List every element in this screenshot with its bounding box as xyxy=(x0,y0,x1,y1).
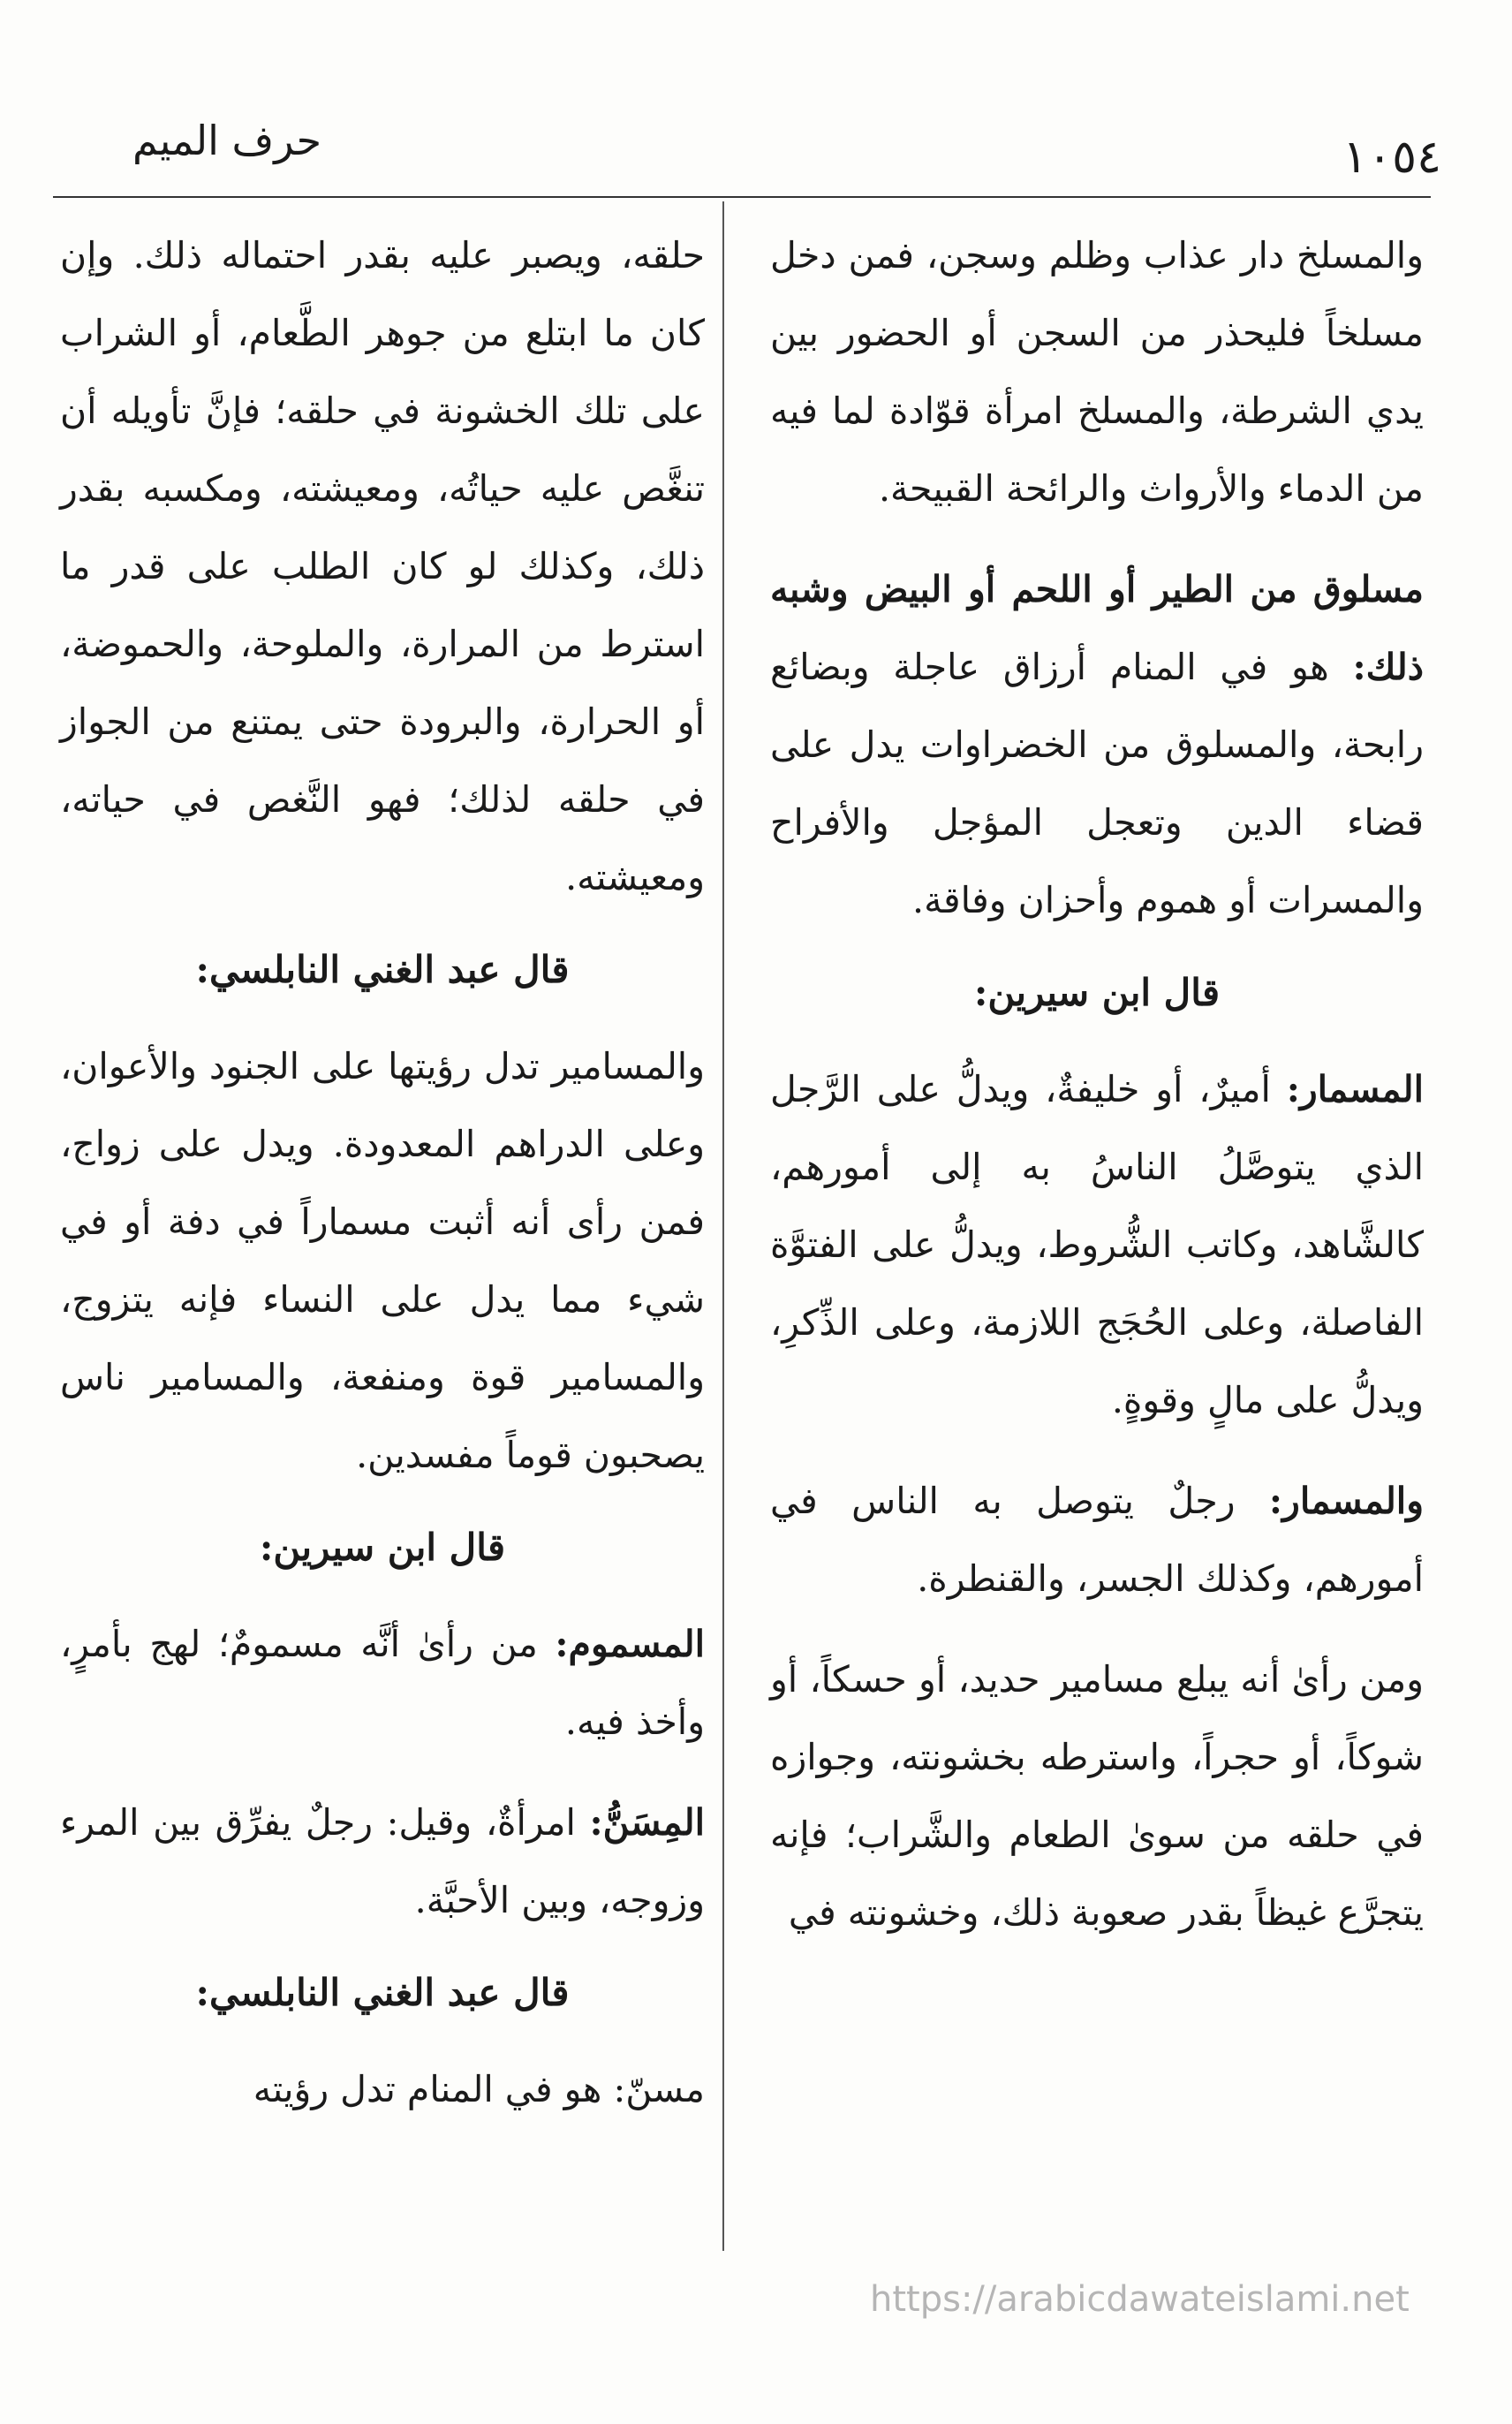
watermark-url: https://arabicdawateislami.net xyxy=(870,2279,1410,2320)
paragraph-masamir-hadid: ومن رأىٰ أنه يبلع مسامير حديد، أو حسكاً، أو شوكاً، أو حجراً، واسترطه بخشونته، وجوازه في حلقه من سوىٰ الطعام والشَّراب؛ فإنه يتجرَّع غيظاً بقدر صعوبة ذلك، وخشونته في xyxy=(770,1658,1424,1934)
paragraph-wal-mismar xyxy=(770,1462,1424,1617)
running-header-title: حرف الميم xyxy=(132,117,322,164)
right-column xyxy=(770,216,1424,1974)
paragraph-masmum xyxy=(60,1605,705,1761)
entry-text: من رأىٰ أنَّه مسمومٌ؛ لهج بأمرٍ، وأخذ فيه. xyxy=(60,1623,705,1743)
entry-term: المسموم: xyxy=(555,1623,705,1665)
page-number: ١٠٥٤ xyxy=(1342,131,1441,184)
entry-text: أميرٌ، أو خليفةٌ، ويدلُّ على الرَّجل الذي يتوصَّلُ الناسُ به إلى أمورهم، كالشَّاهد، وكاتب الشُّروط، ويدلُّ على الفتوَّة الفاصلة، وعلى الحُجَج اللازمة، وعلى الذِّكرِ، ويدلُّ على مالٍ وقوةٍ. xyxy=(770,1068,1424,1421)
entry-text: امرأةٌ، وقيل: رجلٌ يفرِّق بين المرء وزوجه، وبين الأحبَّة. xyxy=(60,1801,705,1921)
entry-text: رجلٌ يتوصل به الناس في أمورهم، وكذلك الجسر، والقنطرة. xyxy=(770,1480,1424,1600)
section-heading-nabulsi: قال عبد الغني النابلسي: xyxy=(195,948,570,991)
section-heading-ibn-sirin: قال ابن سيرين: xyxy=(973,971,1221,1014)
section-heading-ibn-sirin: قال ابن سيرين: xyxy=(259,1526,506,1569)
entry-term: والمسمار: xyxy=(1268,1480,1424,1522)
paragraph-mismar xyxy=(770,1050,1424,1439)
paragraph-masamir: والمسامير تدل رؤيتها على الجنود والأعوان، وعلى الدراهم المعدودة. ويدل على زواج، فمن رأى أنه أثبت مسماراً في دفة أو في شيء مما يدل على النساء فإنه يتزوج، والمسامير قوة ومنفعة، والمسامير ناس يصحبون قوماً مفسدين. xyxy=(60,1045,705,1476)
column-divider xyxy=(722,201,724,2251)
entry-term: المسمار: xyxy=(1286,1068,1424,1110)
entry-term: المِسَنُّ: xyxy=(589,1801,705,1844)
paragraph-misann xyxy=(60,1784,705,1939)
section-heading-nabulsi: قال عبد الغني النابلسي: xyxy=(195,1971,570,2014)
paragraph-continuation: حلقه، ويصبر عليه بقدر احتماله ذلك. وإن كان ما ابتلع من جوهر الطَّعام، أو الشراب على تلك الخشونة في حلقه؛ فإنَّ تأويله أن تنغَّص عليه حياتُه، ومعيشته، ومكسبه بقدر ذلك، وكذلك لو كان الطلب على قدر ما استرط من المرارة، والملوحة، والحموضة، أو الحرارة، والبرودة حتى يمتنع من الجواز في حلقه لذلك؛ فهو النَّغص في حياته، ومعيشته. xyxy=(60,234,705,898)
header-rule xyxy=(53,196,1431,198)
paragraph-masluq xyxy=(770,550,1424,939)
left-column xyxy=(60,216,705,2151)
paragraph-musann: مسنّ: هو في المنام تدل رؤيته xyxy=(253,2068,705,2110)
paragraph-maslakh: والمسلخ دار عذاب وظلم وسجن، فمن دخل مسلخاً فليحذر من السجن أو الحضور بين يدي الشرطة، والمسلخ امرأة قوّادة لما فيه من الدماء والأرواث والرائحة القبيحة. xyxy=(770,234,1424,510)
entry-text: هو في المنام أرزاق عاجلة وبضائع رابحة، والمسلوق من الخضراوات يدل على قضاء الدين وتعجل المؤجل والأفراح والمسرات أو هموم وأحزان وفاقة. xyxy=(770,646,1424,921)
entry-term: مسلوق من الطير أو اللحم أو البيض وشبه ذلك: xyxy=(770,568,1424,688)
